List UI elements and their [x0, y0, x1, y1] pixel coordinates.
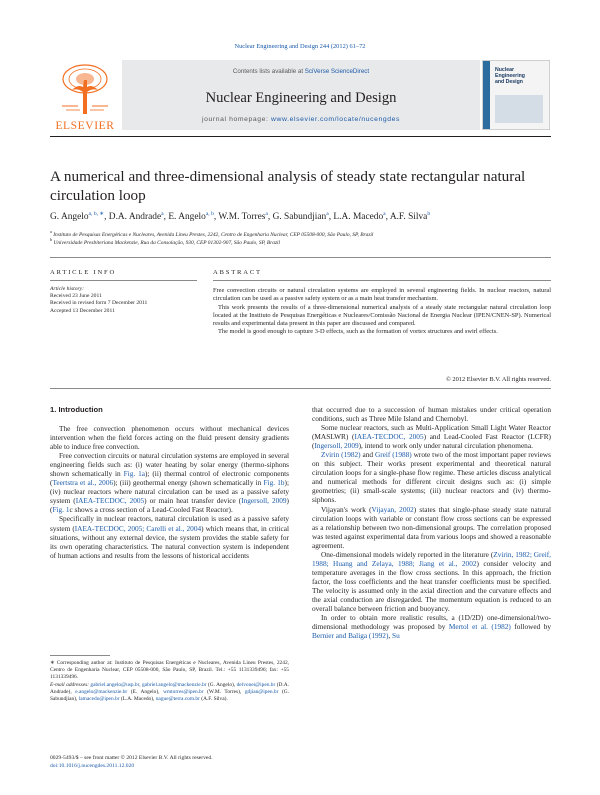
email-link[interactable]: lamacedo@ipen.br [78, 696, 120, 703]
copyright-notice: © 2012 Elsevier B.V. All rights reserved. [445, 376, 551, 383]
body-paragraph: Some nuclear reactors, such as Multi-Application Small Light Water Reactor (MASLWR) (IAEA-TECDOC, 2005) and Lead-Cooled Fast Reactor (LCFR) (Ingersoll, 2009), intend to work only under natural circulation phenomena. [312, 423, 551, 451]
elsevier-logo [50, 60, 120, 130]
body-paragraph: The free convection phenomenon occurs without mechanical devices intervention when the field forces acting on the fluid present density gradients able to induce free convection. [50, 424, 289, 452]
body-paragraph: Specifically in nuclear reactors, natural circulation is used as a passive safety system (IAEA-TECDOC, 2005; Carelli et al., 2004) which means that, in critical situations, without any external device, the system provides the stable safety for its own operating characteristics. The natural convection system is independent of human actions and results from the lessons of historical accidents [50, 514, 289, 560]
author[interactable]: G. Sabundjian$^a$ [272, 211, 329, 223]
homepage-link[interactable]: www.elsevier.com/locate/nucengdes [271, 116, 400, 123]
history-label: Article history: [50, 286, 85, 292]
publication-identifiers [50, 754, 350, 770]
article-info-label: ARTICLE INFO [50, 269, 117, 276]
reference-link[interactable]: IAEA-TECDOC, 2005 [354, 432, 424, 442]
body-paragraph: that occurred due to a succession of human mistakes under critical operation conditions, such as Three Mile Island and Chernobyl. [312, 405, 551, 424]
author[interactable]: G. Angelo$^{a, b, ∗}$ [50, 211, 105, 223]
issn-line: 0029-5493/$ – see front matter © 2012 Elsevier B.V. All rights reserved. [50, 755, 213, 761]
reference-link[interactable]: Teertstra et al., 2006 [52, 478, 114, 488]
reference-link[interactable]: Zvirin, 1982; Greif, 1988; Huang and Zelaya, 1988; Jiang et al., 2002 [312, 549, 551, 568]
body-paragraph: One-dimensional models widely reported in the literature (Zvirin, 1982; Greif, 1988; Huang and Zelaya, 1988; Jiang et al., 2002) consider velocity and temperature averages in the flow cross sections. In this approach, the friction factor, the loss coefficients and the heat transfer coefficients must be specified. The velocity is assumed only in the axial direction and the curvature effects and the axial conduction are disregarded. The momentum equation is reduced to an overall balance between friction and buoyancy. [312, 549, 551, 614]
reference-link[interactable]: Ingersoll, 2009 [314, 441, 359, 451]
cover-stripe [483, 61, 490, 129]
figure-link[interactable]: Fig. 1a [123, 469, 145, 479]
footnote-rule [50, 655, 110, 656]
reference-link[interactable]: Greif (1988) [374, 450, 412, 460]
reference-link[interactable]: Su [392, 631, 400, 641]
contents-prefix: Contents lists available at [232, 68, 305, 75]
corresponding-footnote: ∗ Corresponding author at: Instituto de Pesquisas Energéticas e Nucleares, Avenida Lineu Prestes, 2242, Centro de Engenharia Nuclear, CEP 05508-000, São Paulo, SP, Brazil. Tel.: +55 1131339496; fax: +55 1131339496. E-mail addresses: gabriel.angelo@usp.br, gabriel.angelo@mackenzie.br (G. Angelo), delvonei@ipen.br (D.A. Andrade), e.angelo@mackenzie.br (E. Angelo), wmtorres@ipen.br (W.M. Torres), gdjian@ipen.br (G. Sabundjian), lamacedo@ipen.br (L.A. Macedo), nague@terra.com.br (A.F. Silva). [50, 660, 289, 703]
body-paragraph: In order to obtain more realistic results, a (1D/2D) one-dimensional/two-dimensional methodology was proposed by Mertol et al. (1982) followed by Bernier and Baliga (1992), Su [312, 613, 551, 641]
abstract-paragraph: The model is good enough to capture 3-D effects, such as the formation of vortex structures and swirl effects. [218, 328, 498, 336]
author[interactable]: W.M. Torres$^a$ [218, 211, 268, 223]
email-link[interactable]: wmtorres@ipen.br [163, 688, 204, 695]
author[interactable]: A.F. Silva$^b$ [389, 211, 431, 223]
homepage-line [122, 116, 480, 123]
article-history [50, 286, 200, 315]
section-heading: 1. Introduction [50, 405, 103, 414]
reference-link[interactable]: Vijayan, 2002 [371, 504, 414, 514]
abstract-rule [213, 280, 551, 281]
affiliation-b: $^b$ Universidade Presbiteriana Mackenzie, Rua da Consolação, 930, CEP 01302-907, São Paulo, SP, Brazil [50, 237, 281, 246]
email-link[interactable]: gabriel.angelo@mackenzie.br [141, 681, 207, 688]
author[interactable]: D.A. Andrade$^a$ [108, 211, 164, 223]
body-column-left [50, 424, 289, 560]
author-list: G. Angelo$^{a, b, ∗}$, D.A. Andrade$^a$, E. Angelo$^{a, b}$, W.M. Torres$^a$, G. Sabundjian$^a$, L.A. Macedo$^a$, A.F. Silva$^b$ [50, 211, 431, 223]
email-link[interactable]: gabriel.angelo@usp.br [90, 681, 140, 688]
accepted-date: Accepted 13 December 2011 [50, 307, 115, 314]
body-column-right [312, 405, 551, 640]
reference-link[interactable]: Bernier and Baliga (1992) [312, 631, 389, 641]
email-link[interactable]: e.angelo@mackenzie.br [75, 688, 128, 695]
article-title: A numerical and three-dimensional analysis of steady state rectangular natural circulation loop [50, 168, 526, 204]
reference-link[interactable]: IAEA-TECDOC, 2005 [75, 496, 145, 506]
body-paragraph: Free convection circuits or natural circulation systems are employed in several engineering fields such as: (i) water heating by solar energy (thermo-siphons shown schematically in Fig. 1a); (ii) thermal control of electronic components (Teertstra et al., 2006); (iii) geothermal energy (shown schematically in Fig. 1b); (iv) nuclear reactors where natural circulation can be used as a passive safety system (IAEA-TECDOC, 2005) or main heat transfer device (Ingersoll, 2009) (Fig. 1c shows a cross section of a Lead-Cooled Fast Reactor). [50, 451, 289, 515]
contents-line [122, 68, 480, 75]
reference-link[interactable]: Zvirin (1982) [321, 450, 361, 460]
cover-title: Nuclear Engineering and Design [495, 67, 525, 85]
reference-link[interactable]: Mertol et al. (1982) [448, 622, 511, 632]
figure-link[interactable]: Fig. 1b [263, 478, 285, 488]
cover-image [495, 95, 543, 123]
body-paragraph: Zvirin (1982) and Greif (1988) wrote two of the most important paper reviews on this subject. Their works present experimental and theoretical natural circulation loops for a single-phase flow regime. These articles discuss analytical and numerical methods for different circuit designs such as: (i) simple geometries; (ii) small-scale systems; (iii) nuclear reactors and (iv) thermo-siphons. [312, 450, 551, 505]
abstract-bottom-rule [50, 388, 551, 389]
body-paragraph: Vijayan's work (Vijayan, 2002) states that single-phase steady state natural circulation loops with variable or constant flow cross sections can be expressed as a relationship between two non-dimensional groups. The correlation proposed was tested against experimental data from various loops and showed a reasonable agreement. [312, 504, 552, 550]
publisher-wordmark: ELSEVIER [55, 120, 115, 132]
affiliation-rule [50, 257, 551, 258]
abstract-paragraph: This work presents the results of a three-dimensional numerical analysis of a steady state rectangular natural circulation loop located at the Instituto de Pesquisas Energéticas e Nucleares/Comissão Nacional de Energia Nuclear (IPEN/CNEN-SP). Numerical results and experimental data present in this paper are discussed and compared. [213, 303, 551, 328]
doi-link[interactable]: doi:10.1016/j.nucengdes.2011.12.020 [50, 763, 135, 769]
affiliation-a: $^a$ Instituto de Pesquisas Energéticas e Nucleares, Avenida Lineu Prestes, 2242, Centro de Engenharia Nuclear, CEP 05508-000, São Paulo, SP, Brazil [50, 229, 374, 238]
journal-masthead [50, 60, 551, 131]
received-date: Received 23 June 2011 [50, 293, 102, 300]
journal-title: Nuclear Engineering and Design [205, 90, 397, 106]
author[interactable]: E. Angelo$^{a, b}$ [168, 211, 214, 223]
author[interactable]: L.A. Macedo$^a$ [333, 211, 386, 223]
abstract-paragraph: Free convection circuits or natural circulation systems are employed in several engineering fields. In nuclear reactors, natural circulation can be used as a passive safety system or as a main heat transfer mechanism. [213, 287, 551, 303]
masthead-banner [122, 60, 480, 130]
masthead-rule [50, 136, 551, 137]
sciencedirect-link[interactable]: SciVerse ScienceDirect [304, 68, 370, 75]
email-link[interactable]: nague@terra.com.br [155, 696, 200, 703]
reference-link[interactable]: Ingersoll, 2009 [241, 496, 287, 506]
abstract-body [213, 287, 551, 337]
abstract-label: ABSTRACT [213, 269, 262, 276]
revised-date: Received in revised form 7 December 2011 [50, 300, 148, 307]
elsevier-tree-icon [54, 62, 116, 114]
homepage-prefix: journal homepage: [202, 116, 271, 123]
journal-reference[interactable]: Nuclear Engineering and Design 244 (2012) 61–72 [234, 43, 366, 50]
journal-cover-thumbnail[interactable] [482, 60, 550, 130]
email-link[interactable]: delvonei@ipen.br [236, 681, 276, 688]
article-info-rule [50, 280, 197, 281]
reference-link[interactable]: IAEA-TECDOC, 2005; Carelli et al., 2004 [74, 523, 202, 533]
email-link[interactable]: gdjian@ipen.br [244, 688, 279, 695]
figure-link[interactable]: Fig. 1 [52, 505, 70, 515]
